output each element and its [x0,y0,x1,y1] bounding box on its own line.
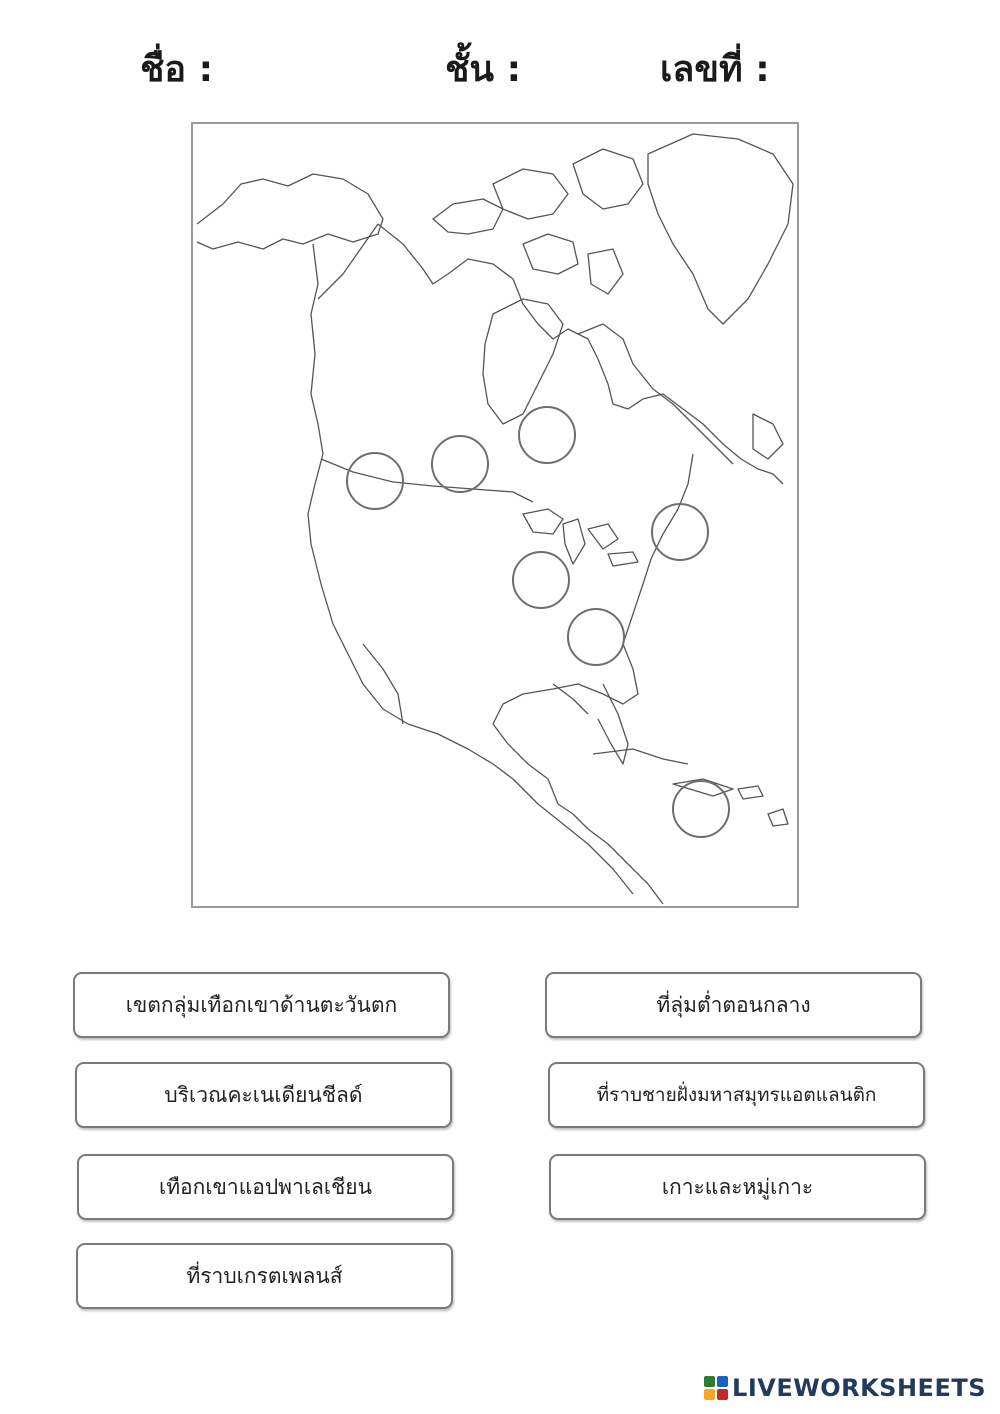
class-label: ชั้น : [445,49,521,90]
label-appalachian-mountains[interactable]: เทือกเขาแอปพาเลเชียน [77,1154,454,1220]
liveworksheets-brand [704,1374,986,1402]
student-number-label: เลขที่ : [660,49,770,90]
label-central-lowlands[interactable]: ที่ลุ่มต่ำตอนกลาง [545,972,922,1038]
brand-text: LIVEWORKSHEETS [732,1374,986,1402]
drop-circle-7[interactable] [672,780,730,838]
drop-circle-1[interactable] [518,406,576,464]
label-canadian-shield[interactable]: บริเวณคะเนเดียนชีลด์ [75,1062,452,1128]
label-islands[interactable]: เกาะและหมู่เกาะ [549,1154,926,1220]
drop-circle-4[interactable] [651,503,709,561]
drop-circle-6[interactable] [567,608,625,666]
label-great-plains[interactable]: ที่ราบเกรตเพลนส์ [76,1243,453,1309]
drop-circle-3[interactable] [346,452,404,510]
label-western-cordillera[interactable]: เขตกลุ่มเทือกเขาด้านตะวันตก [73,972,450,1038]
drop-circle-2[interactable] [431,435,489,493]
name-label: ชื่อ : [140,49,213,90]
liveworksheets-logo-icon [704,1376,728,1400]
drop-circle-5[interactable] [512,551,570,609]
label-atlantic-coastal-plain[interactable]: ที่ราบชายฝั่งมหาสมุทรแอตแลนติก [548,1062,925,1128]
